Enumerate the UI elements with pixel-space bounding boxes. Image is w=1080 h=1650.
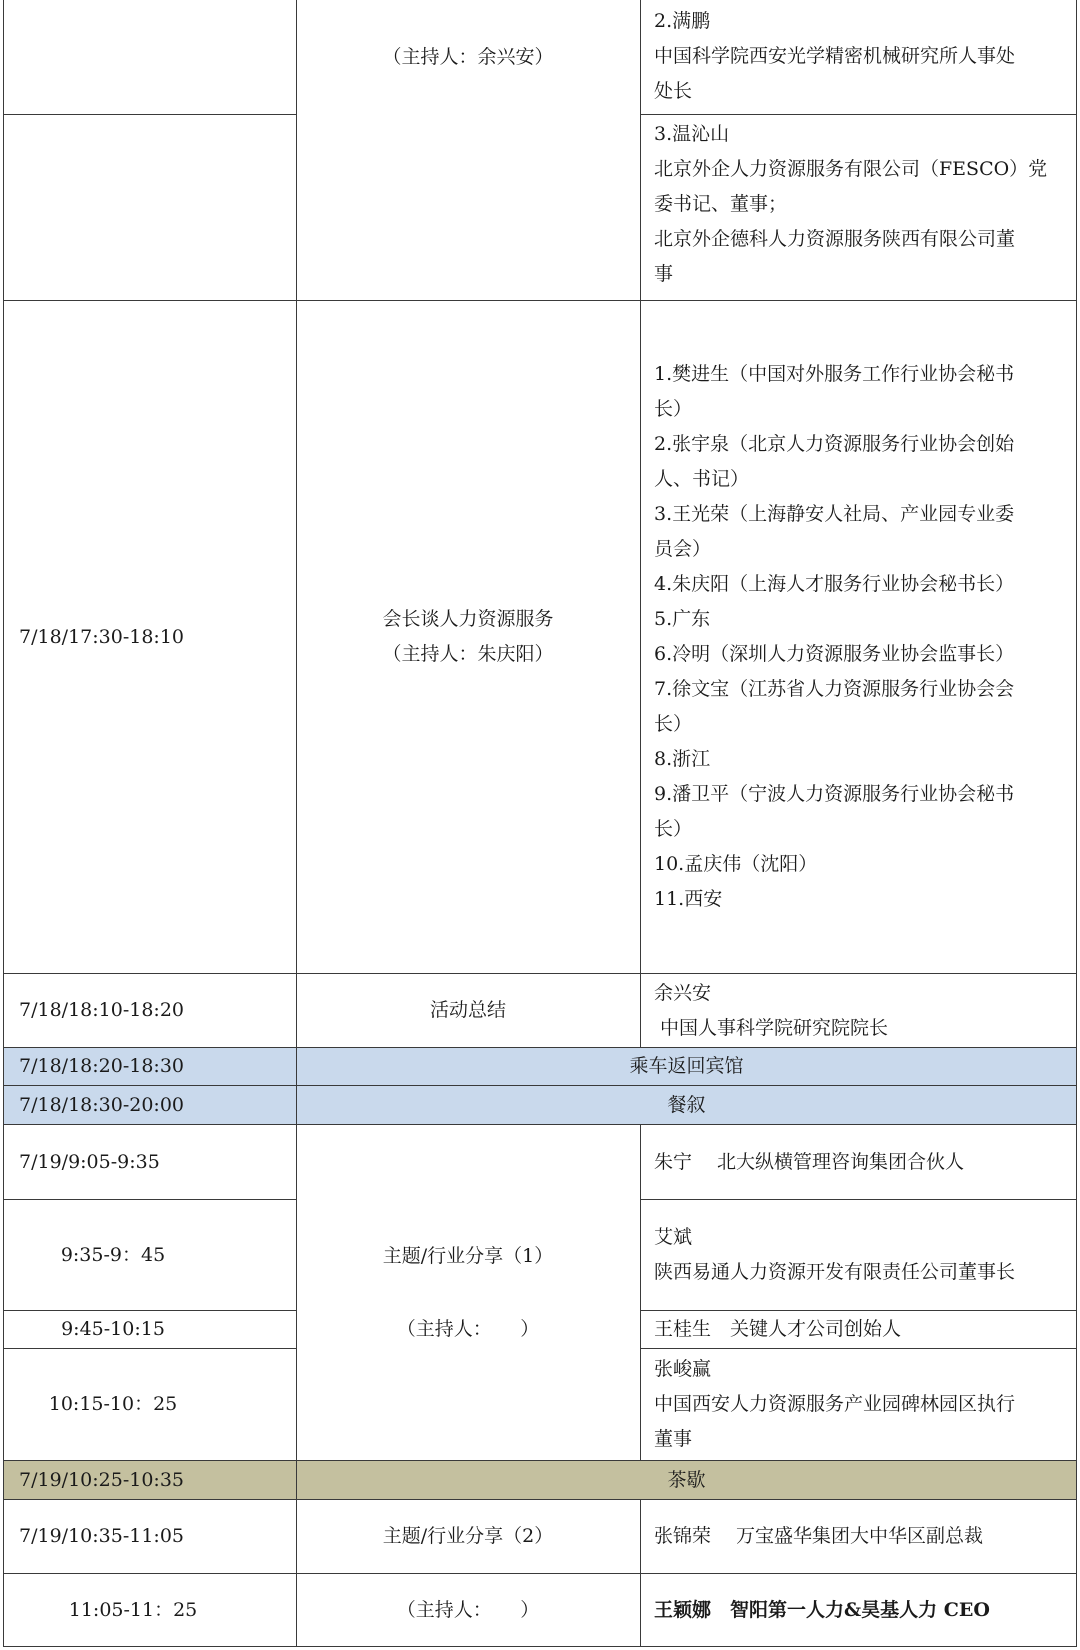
speaker-line: 7.徐文宝（江苏省人力资源服务行业协会会: [654, 678, 1015, 700]
table-border: [3, 1348, 296, 1349]
time-text: 7/18/18:10-18:20: [19, 999, 184, 1021]
speaker-line: 10.孟庆伟（沈阳）: [654, 853, 818, 875]
speaker-line: 中国人事科学院研究院院长: [654, 1016, 889, 1039]
time-cell: [3, 1048, 296, 1085]
time-cell: [3, 1311, 223, 1348]
time-cell: [3, 1125, 296, 1199]
speaker-line: 3.王光荣（上海静安人社局、产业园专业委: [654, 503, 1015, 525]
speaker-line: 事: [654, 263, 674, 285]
time-text: 7/18/18:30-20:00: [19, 1093, 184, 1116]
table-border: [3, 1124, 1077, 1125]
time-cell: [3, 1461, 296, 1499]
table-border: [3, 114, 296, 115]
speaker-line: 2.张宇泉（北京人力资源服务行业协会创始: [654, 433, 1015, 455]
speaker-line: 8.浙江: [654, 748, 711, 770]
speaker-cell: [640, 4, 1076, 115]
speaker-cell: [640, 1349, 1076, 1460]
event-text: 餐叙: [667, 1093, 706, 1116]
speaker-line: 朱宁 北大纵横管理咨询集团合伙人: [654, 1150, 965, 1173]
table-border: [640, 1348, 1077, 1349]
time-cell: [3, 1349, 223, 1460]
table-border: [640, 0, 641, 1047]
host-text: （主持人： ）: [396, 1317, 540, 1340]
time-text: 7/19/10:25-10:35: [19, 1468, 184, 1491]
topic-cell: [296, 301, 640, 973]
topic-text: 主题/行业分享（2）: [382, 1525, 554, 1547]
topic-cell: [296, 1125, 640, 1460]
table-border: [3, 1499, 1077, 1500]
table-border: [296, 1124, 297, 1647]
host-cell: [296, 1574, 640, 1646]
speaker-line: 5.广东: [654, 608, 711, 630]
time-text: 7/19/10:35-11:05: [19, 1525, 184, 1547]
speaker-line: 艾斌: [654, 1226, 693, 1248]
speaker-cell: [640, 117, 1076, 300]
speaker-line: 长）: [654, 713, 693, 735]
table-border: [296, 0, 297, 1047]
table-border: [3, 1646, 1077, 1647]
topic-cell: [296, 974, 640, 1047]
speaker-line: 王桂生 关键人才公司创始人: [654, 1318, 902, 1340]
speaker-line: 董事: [654, 1428, 693, 1450]
time-cell: [3, 1574, 263, 1646]
table-border: [3, 1460, 1077, 1461]
topic-text: 活动总结: [429, 999, 506, 1021]
speaker-line: 长）: [654, 398, 693, 420]
speaker-line: 北京外企德科人力资源服务陕西有限公司董: [654, 228, 1016, 250]
speaker-line: 陕西易通人力资源开发有限责任公司董事长: [654, 1261, 1016, 1283]
speaker-line: 9.潘卫平（宁波人力资源服务行业协会秘书: [654, 783, 1015, 805]
speaker-line: 中国科学院西安光学精密机械研究所人事处: [654, 45, 1016, 67]
host-text: （主持人：朱庆阳）: [382, 643, 554, 665]
event-cell: [296, 1086, 1077, 1124]
speaker-cell: [640, 1200, 1076, 1310]
speaker-cell: [640, 1500, 1076, 1573]
event-text: 茶歇: [667, 1468, 706, 1491]
speaker-line: 3.温沁山: [654, 123, 730, 145]
speaker-line: 11.西安: [654, 888, 723, 910]
topic-text: 主题/行业分享（1）: [382, 1244, 554, 1267]
host-text: （主持人：余兴安）: [382, 46, 554, 68]
speaker-cell: [640, 1574, 1076, 1646]
table-border: [640, 114, 1077, 115]
event-text: 乘车返回宾馆: [629, 1055, 744, 1077]
time-text: 7/19/9:05-9:35: [19, 1150, 160, 1173]
speaker-line: 处长: [654, 80, 693, 102]
speaker-line: 北京外企人力资源服务有限公司（FESCO）党: [654, 158, 1048, 180]
topic-text: 会长谈人力资源服务: [382, 608, 554, 630]
event-cell: [296, 1048, 1077, 1085]
time-text: 11:05-11：25: [68, 1598, 198, 1621]
speaker-line: 1.樊进生（中国对外服务工作行业协会秘书: [654, 363, 1015, 385]
time-cell: [3, 301, 296, 973]
speaker-cell: [640, 1311, 1076, 1348]
table-border: [640, 1199, 1077, 1200]
table-border: [3, 1085, 1077, 1086]
table-border: [3, 973, 1077, 974]
time-text: 7/18/17:30-18:10: [19, 625, 184, 648]
table-border: [3, 1573, 1077, 1574]
table-border: [1076, 0, 1077, 1647]
speaker-line: 员会）: [654, 538, 712, 560]
time-cell: [3, 974, 296, 1047]
event-cell: [296, 1461, 1077, 1499]
table-border: [296, 1047, 297, 1125]
speaker-line: 王颖娜 智阳第一人力&昊基人力 CEO: [654, 1598, 990, 1621]
host-cell: [296, 0, 640, 115]
time-cell: [3, 1200, 223, 1310]
speaker-line: 张峻赢: [654, 1358, 712, 1380]
time-cell: [3, 1500, 296, 1573]
table-border: [3, 1199, 296, 1200]
host-text: （主持人： ）: [396, 1598, 540, 1621]
speaker-line: 余兴安: [654, 981, 712, 1004]
speaker-cell: [640, 974, 1076, 1047]
table-border: [3, 0, 4, 1647]
speaker-line: 委书记、董事；: [654, 193, 788, 215]
speaker-line: 4.朱庆阳（上海人才服务行业协会秘书长）: [654, 573, 1015, 595]
speaker-cell: [640, 1125, 1076, 1199]
time-text: 10:15-10：25: [48, 1393, 178, 1415]
speaker-line: 6.冷明（深圳人力资源服务业协会监事长）: [654, 643, 1015, 665]
speaker-line: 张锦荣 万宝盛华集团大中华区副总裁: [654, 1525, 984, 1547]
table-border: [3, 1047, 1077, 1048]
table-border: [640, 1499, 641, 1647]
time-text: 9:35-9：45: [60, 1243, 166, 1266]
table-border: [3, 300, 1077, 301]
time-cell: [3, 1086, 296, 1124]
table-border: [3, 1310, 296, 1311]
table-border: [640, 1124, 641, 1461]
speaker-line: 长）: [654, 818, 693, 840]
time-text: 7/18/18:20-18:30: [19, 1055, 184, 1077]
speaker-line: 2.满鹏: [654, 10, 711, 32]
time-text: 9:45-10:15: [61, 1318, 165, 1340]
speaker-cell: [640, 357, 1076, 957]
speaker-line: 人、书记）: [654, 468, 750, 490]
topic-cell: [296, 1500, 640, 1573]
speaker-line: 中国西安人力资源服务产业园碑林园区执行: [654, 1393, 1016, 1415]
table-border: [640, 1310, 1077, 1311]
